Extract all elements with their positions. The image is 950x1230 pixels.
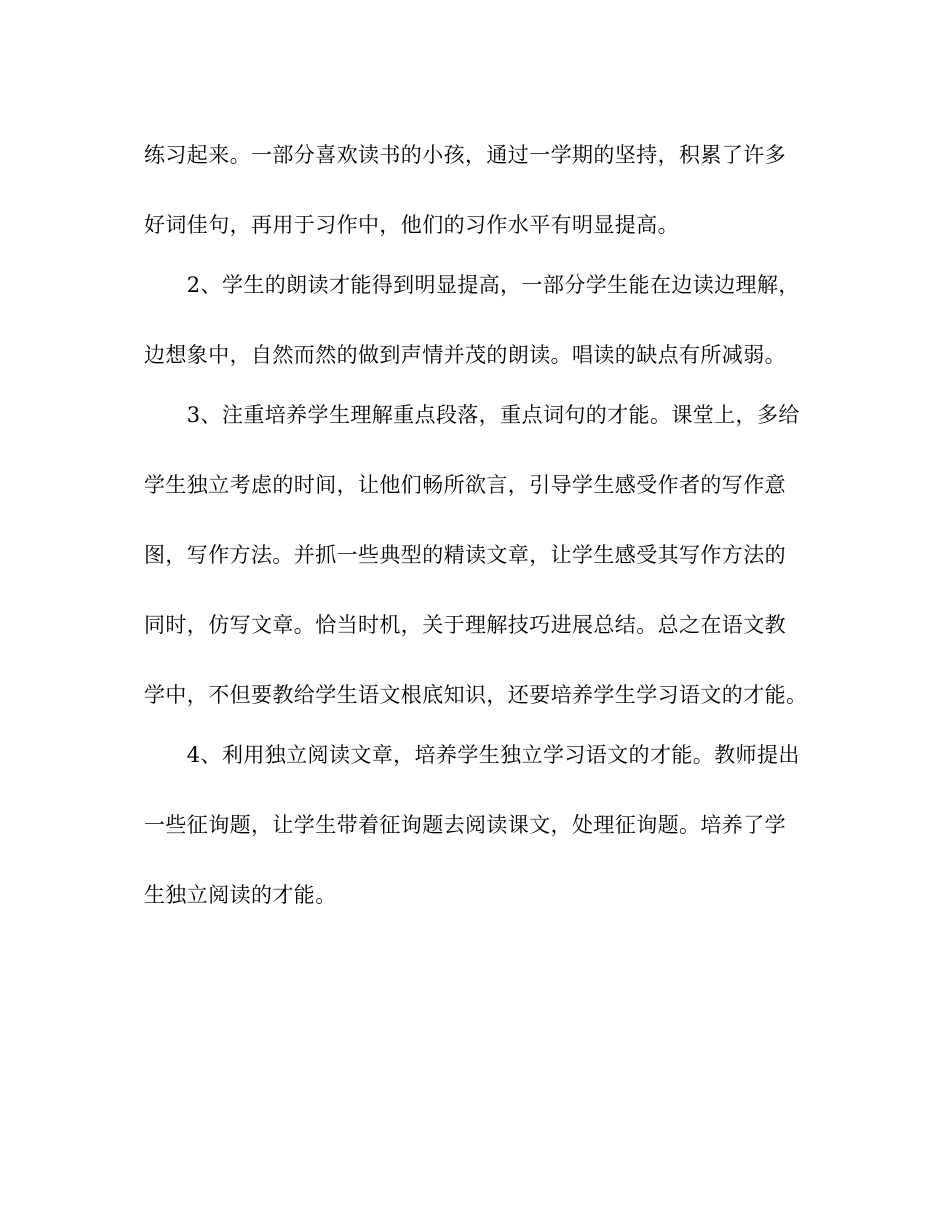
text-line-8: 同时，仿写文章。恰当时机，关于理解技巧进展总结。总之在语文教 [144,613,786,637]
text-line-2: 好词佳句，再用于习作中，他们的习作水平有明显提高。 [144,213,679,237]
text-line-6: 学生独立考虑的时间，让他们畅所欲言，引导学生感受作者的写作意 [144,473,786,497]
text-line-3: 2、学生的朗读才能得到明显提高，一部分学生能在边读边理解， [144,273,800,297]
text-line-12: 生独立阅读的才能。 [144,883,337,907]
text-line-9: 学中，不但要教给学生语文根底知识，还要培养学生学习语文的才能。 [144,683,808,707]
text-line-11: 一些征询题，让学生带着征询题去阅读课文，处理征询题。培养了学 [144,813,786,837]
text-line-1: 练习起来。一部分喜欢读书的小孩，通过一学期的坚持，积累了许多 [144,143,786,167]
text-line-7: 图，写作方法。并抓一些典型的精读文章，让学生感受其写作方法的 [144,543,786,567]
text-line-5: 3、注重培养学生理解重点段落，重点词句的才能。课堂上，多给 [144,403,800,427]
text-line-10: 4、利用独立阅读文章，培养学生独立学习语文的才能。教师提出 [144,743,800,767]
text-line-4: 边想象中，自然而然的做到声情并茂的朗读。唱读的缺点有所减弱。 [144,343,786,367]
body-text [144,120,814,930]
